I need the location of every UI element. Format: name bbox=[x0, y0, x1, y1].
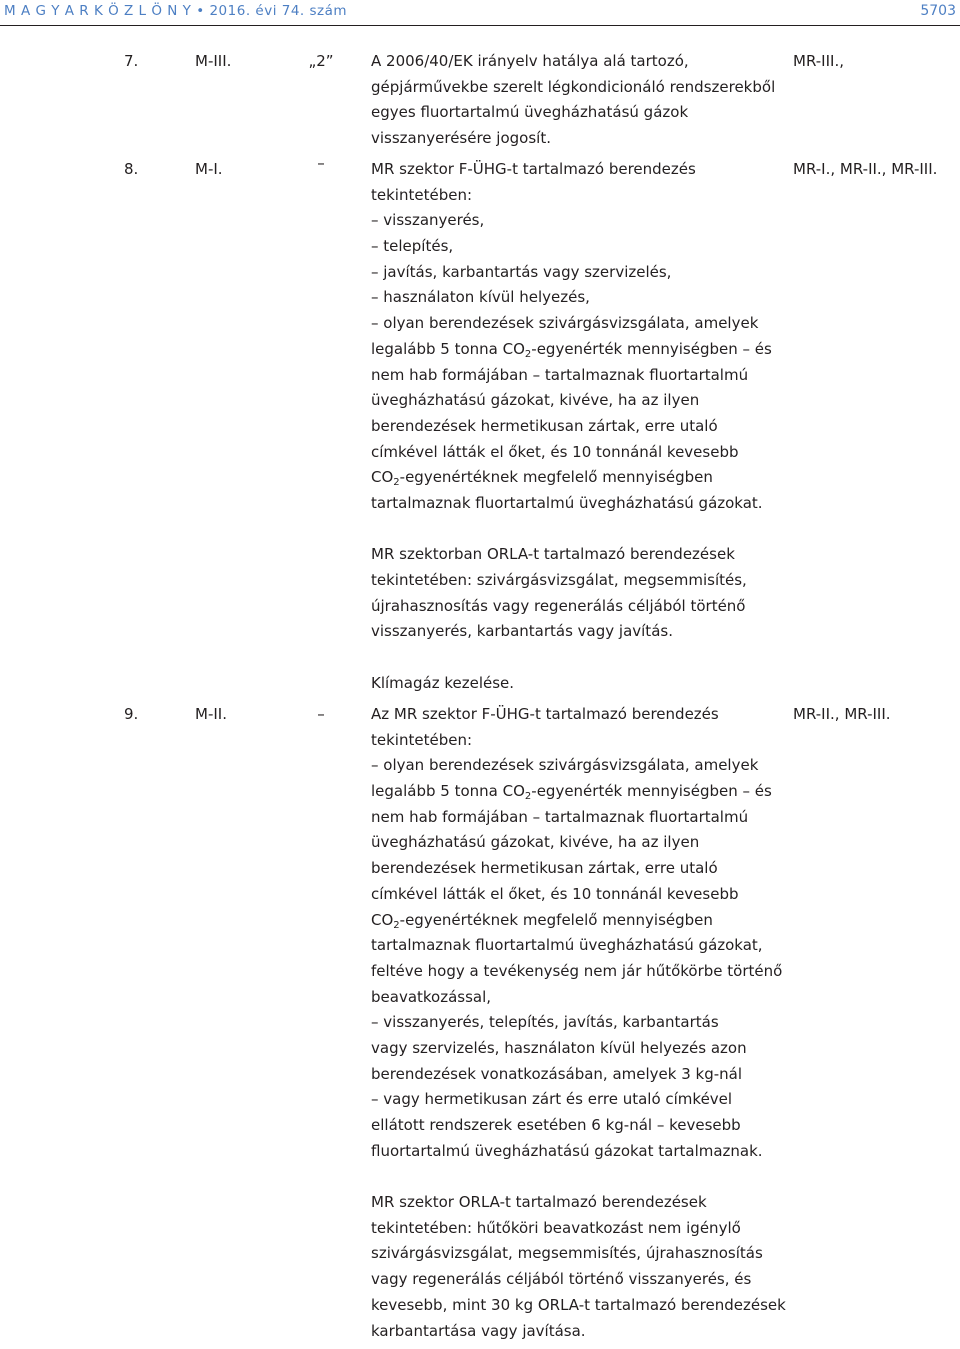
row-description bbox=[371, 702, 786, 1344]
text-span: CO bbox=[371, 468, 394, 487]
text-line: MR szektor ORLA-t tartalmazó berendezések bbox=[371, 1193, 707, 1212]
list-item: – használaton kívül helyezés, bbox=[371, 288, 590, 307]
text-line: berendezések vonatkozásában, amelyek 3 kg-nál bbox=[371, 1064, 743, 1083]
text-line: tekintetében: bbox=[371, 730, 473, 749]
text-line: vagy regenerálás céljából történő visszanyerés, és bbox=[371, 1270, 752, 1289]
row-mark: – bbox=[317, 705, 325, 723]
row-reference: MR-III., bbox=[793, 52, 844, 70]
text-line: címkével látták el őket, és 10 tonnánál kevesebb bbox=[371, 442, 739, 461]
list-item: – olyan berendezések szivárgásvizsgálata, amelyek bbox=[371, 314, 759, 333]
text-span: CO bbox=[371, 910, 394, 929]
text-line: berendezések hermetikusan zártak, erre utaló bbox=[371, 416, 718, 435]
text-span: legalább 5 tonna CO bbox=[371, 339, 525, 358]
paragraph-gap bbox=[371, 1164, 781, 1190]
text-line: újrahasznosítás vagy regenerálás céljából történő bbox=[371, 596, 746, 615]
text-line: visszanyerésére jogosít. bbox=[371, 129, 551, 148]
text-line: üvegházhatású gázokat, kivéve, ha az ilyen bbox=[371, 391, 700, 410]
text-line: tartalmaznak fluortartalmú üvegházhatású gázokat. bbox=[371, 493, 763, 512]
text-line bbox=[371, 908, 781, 934]
text-line bbox=[371, 465, 781, 491]
text-line: berendezések hermetikusan zártak, erre utaló bbox=[371, 859, 718, 878]
text-line: szivárgásvizsgálat, megsemmisítés, újrahasznosítás bbox=[371, 1244, 763, 1263]
text-line: MR szektor F-ÜHG-t tartalmazó berendezés bbox=[371, 160, 696, 178]
subscript: 2 bbox=[393, 919, 400, 931]
list-item: – telepítés, bbox=[371, 237, 454, 256]
list-item: – javítás, karbantartás vagy szervizelés, bbox=[371, 262, 672, 281]
row-code: M-III. bbox=[195, 52, 232, 70]
text-line: visszanyerés, karbantartás vagy javítás. bbox=[371, 622, 673, 641]
text-span: -egyenértéknek megfelelő mennyiségben bbox=[399, 468, 713, 487]
page-number: 5703 bbox=[920, 3, 956, 19]
text-line: fluortartalmú üvegházhatású gázokat tartalmaznak. bbox=[371, 1141, 763, 1160]
text-line: ellátott rendszerek esetében 6 kg-nál – kevesebb bbox=[371, 1116, 741, 1134]
text-line: Klímagáz kezelése. bbox=[371, 673, 515, 692]
row-reference: MR-II., MR-III. bbox=[793, 705, 891, 723]
text-line: gépjárművekbe szerelt légkondicionáló rendszerekből bbox=[371, 77, 776, 96]
text-line: MR szektorban ORLA-t tartalmazó berendezések bbox=[371, 545, 735, 564]
header-divider bbox=[0, 25, 960, 26]
text-line: tekintetében: hűtőköri beavatkozást nem igénylő bbox=[371, 1218, 741, 1237]
subscript: 2 bbox=[524, 791, 532, 803]
text-line: tekintetében: bbox=[371, 185, 473, 204]
paragraph-gap bbox=[371, 517, 781, 543]
text-line: feltéve hogy a tevékenység nem jár hűtőkörbe történő bbox=[371, 961, 783, 980]
row-code: M-I. bbox=[195, 160, 223, 178]
list-item: – visszanyerés, bbox=[371, 211, 485, 230]
text-line: Az MR szektor F-ÜHG-t tartalmazó berendezés bbox=[371, 705, 719, 723]
list-item: – visszanyerés, telepítés, javítás, karbantartás bbox=[371, 1013, 719, 1032]
text-line: vagy szervizelés, használaton kívül helyezés azon bbox=[371, 1038, 747, 1057]
text-span: -egyenértéknek megfelelő mennyiségben bbox=[399, 910, 713, 929]
row-mark: „2” bbox=[308, 52, 334, 70]
text-line: karbantartása vagy javítása. bbox=[371, 1321, 586, 1340]
text-line: A 2006/40/EK irányelv hatálya alá tartozó, bbox=[371, 52, 689, 70]
list-item: – olyan berendezések szivárgásvizsgálata, amelyek bbox=[371, 756, 759, 775]
row-number: 8. bbox=[124, 160, 139, 178]
text-line: tekintetében: szivárgásvizsgálat, megsemmisítés, bbox=[371, 571, 747, 589]
subscript: 2 bbox=[524, 348, 532, 360]
text-line: – vagy hermetikusan zárt és erre utaló címkével bbox=[371, 1090, 733, 1109]
text-line bbox=[371, 337, 781, 363]
text-line: üvegházhatású gázokat, kivéve, ha az ilyen bbox=[371, 833, 700, 852]
row-reference: MR-I., MR-II., MR-III. bbox=[793, 160, 938, 178]
row-number: 9. bbox=[124, 705, 139, 723]
journal-title: M A G Y A R K Ö Z L Ö N Y • 2016. évi 74. szám bbox=[4, 3, 348, 19]
row-description bbox=[371, 49, 781, 152]
text-line: nem hab formájában – tartalmaznak fluortartalmú bbox=[371, 365, 749, 384]
text-line: tartalmaznak fluortartalmú üvegházhatású gázokat, bbox=[371, 936, 763, 955]
page-header bbox=[0, 0, 960, 26]
text-line: kevesebb, mint 30 kg ORLA-t tartalmazó berendezések bbox=[371, 1295, 786, 1314]
text-line: nem hab formájában – tartalmaznak fluortartalmú bbox=[371, 807, 749, 826]
text-line bbox=[371, 779, 781, 805]
text-span: -egyenérték mennyiségben – és bbox=[531, 339, 772, 358]
row-description bbox=[371, 157, 781, 696]
row-number: 7. bbox=[124, 52, 139, 70]
row-mark: – bbox=[317, 154, 325, 172]
text-line: címkével látták el őket, és 10 tonnánál kevesebb bbox=[371, 884, 739, 903]
paragraph-gap bbox=[371, 645, 781, 671]
text-line: egyes fluortartalmú üvegházhatású gázok bbox=[371, 103, 689, 122]
row-code: M-II. bbox=[195, 705, 227, 723]
subscript: 2 bbox=[393, 477, 400, 489]
text-line: beavatkozással, bbox=[371, 987, 492, 1006]
text-span: legalább 5 tonna CO bbox=[371, 782, 525, 801]
text-span: -egyenérték mennyiségben – és bbox=[531, 782, 772, 801]
